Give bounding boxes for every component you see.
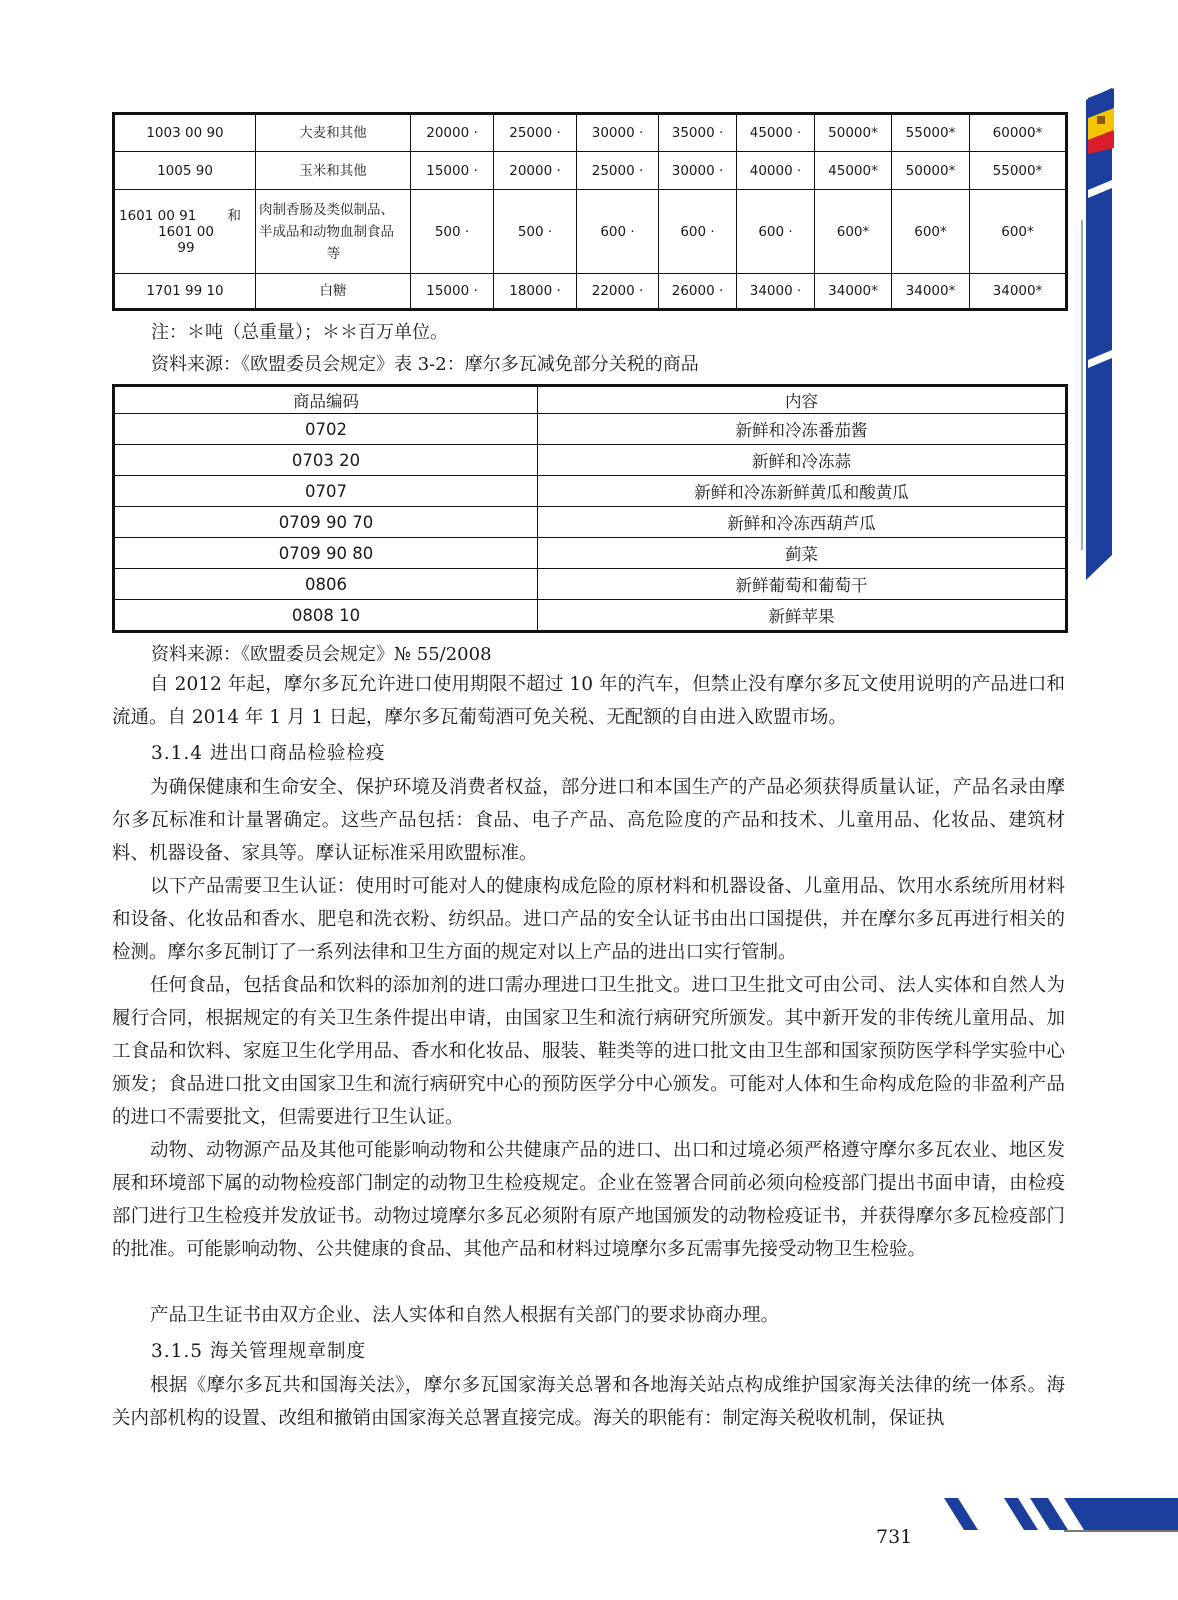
commodity-code: 1005 90: [114, 152, 256, 190]
paragraph: 为确保健康和生命安全、保护环境及消费者权益，部分进口和本国生产的产品必须获得质量认证，产品名录由摩尔多瓦标准和计量署确定。这些产品包括：食品、电子产品、高危险度的产品和技术、儿童用品、化妆品、建筑材料、机器设备、家具等。摩认证标准采用欧盟标准。: [112, 777, 1065, 864]
column-header: 内容: [538, 386, 1067, 414]
commodity-code-part: 99: [177, 239, 195, 256]
quota-value: 60000*: [970, 114, 1067, 152]
side-ribbon-decoration: [1078, 80, 1118, 590]
paragraph: 产品卫生证书由双方企业、法人实体和自然人根据有关部门的要求协商办理。: [150, 1305, 780, 1326]
section-heading: 3.1.5 海关管理规章制度: [151, 1341, 366, 1362]
quota-value: 600*: [892, 190, 970, 274]
quota-value: 34000*: [892, 274, 970, 310]
quota-value: 15000 ·: [411, 152, 494, 190]
quota-value: 600*: [815, 190, 892, 274]
table-row: [114, 476, 1067, 507]
moldova-flag-icon: [1086, 88, 1116, 154]
paragraph: 以下产品需要卫生认证：使用时可能对人的健康构成危险的原材料和机器设备、儿童用品、饮用水系统所用材料和设备、化妆品和香水、肥皂和洗衣粉、纺织品。进口产品的安全认证书由出口国提供，并在摩尔多瓦再进行相关的检测。摩尔多瓦制订了一系列法律和卫生方面的规定对以上产品的进出口实行管制。: [112, 876, 1065, 963]
quota-value: 500 ·: [411, 190, 494, 274]
commodity-code: 0808 10: [114, 600, 538, 632]
quota-value: 15000 ·: [411, 274, 494, 310]
commodity-name: [256, 190, 411, 274]
commodity-code: 0709 90 80: [114, 538, 538, 569]
commodity-content: 新鲜苹果: [538, 600, 1067, 632]
commodity-content: 新鲜葡萄和葡萄干: [538, 569, 1067, 600]
quota-value: 20000 ·: [411, 114, 494, 152]
commodity-content: 新鲜和冷冻蒜: [538, 445, 1067, 476]
commodity-code: 1003 00 90: [114, 114, 256, 152]
quota-value: 50000*: [815, 114, 892, 152]
tariff-quota-table: [112, 112, 1068, 311]
table-header-row: [114, 386, 1067, 414]
table-row: [114, 414, 1067, 445]
table-row: [114, 190, 1067, 274]
quota-value: 34000*: [815, 274, 892, 310]
quota-value: 25000 ·: [577, 152, 659, 190]
column-header: 商品编码: [114, 386, 538, 414]
table-note: 注：＊吨（总重量）；＊＊百万单位。: [151, 322, 448, 343]
quota-value: 50000*: [892, 152, 970, 190]
commodity-name: 白糖: [256, 274, 411, 310]
commodity-content: 新鲜和冷冻西葫芦瓜: [538, 507, 1067, 538]
quota-value: 55000*: [892, 114, 970, 152]
reduced-tariff-table: [112, 384, 1068, 633]
paragraph: 根据《摩尔多瓦共和国海关法》，摩尔多瓦国家海关总署和各地海关站点构成维护国家海关法律的统一体系。海关内部机构的设置、改组和撤销由国家海关总署直接完成。海关的职能有：制定海关税收机制，保证执: [112, 1375, 1065, 1429]
table-row: [114, 507, 1067, 538]
quota-value: 40000 ·: [737, 152, 815, 190]
quota-value: 45000 ·: [737, 114, 815, 152]
paragraph: 任何食品，包括食品和饮料的添加剂的进口需办理进口卫生批文。进口卫生批文可由公司、法人实体和自然人为履行合同，根据规定的有关卫生条件提出申请，由国家卫生和流行病研究所颁发。其中新开发的非传统儿童用品、加工食品和饮料、家庭卫生化学用品、香水和化妆品、服装、鞋类等的进口批文由卫生部和国家预防医学科学实验中心颁发；食品进口批文由国家卫生和流行病研究中心的预防医学分中心颁发。可能对人体和生命构成危险的非盈利产品的进口不需要批文，但需要进行卫生认证。: [112, 975, 1065, 1128]
commodity-code: [114, 190, 256, 274]
quota-value: 600 ·: [737, 190, 815, 274]
table-row: [114, 445, 1067, 476]
commodity-name-line: 肉制香肠及类似制品、: [259, 201, 394, 218]
quota-value: 600 ·: [659, 190, 737, 274]
commodity-code-connector: 和: [227, 207, 241, 224]
quota-value: 34000*: [970, 274, 1067, 310]
paragraph: 自 2012 年起，摩尔多瓦允许进口使用期限不超过 10 年的汽车，但禁止没有摩尔多瓦文使用说明的产品进口和流通。自 2014 年 1 月 1 日起，摩尔多瓦葡萄酒可免关税、无配额的自由进入欧盟市场。: [112, 674, 1065, 728]
commodity-code: 0806: [114, 569, 538, 600]
table-row: [114, 274, 1067, 310]
commodity-name-line: 等: [326, 245, 341, 262]
commodity-code: 0703 20: [114, 445, 538, 476]
commodity-name: 大麦和其他: [256, 114, 411, 152]
quota-value: 26000 ·: [659, 274, 737, 310]
commodity-code-part: 1601 00: [158, 223, 214, 240]
section-heading: 3.1.4 进出口商品检验检疫: [151, 743, 386, 764]
table-row: [114, 114, 1067, 152]
quota-value: 30000 ·: [659, 152, 737, 190]
quota-value: 600 ·: [577, 190, 659, 274]
paragraph: 动物、动物源产品及其他可能影响动物和公共健康产品的进口、出口和过境必须严格遵守摩尔多瓦农业、地区发展和环境部下属的动物检疫部门制定的动物卫生检疫规定。企业在签署合同前必须向检疫部门提出书面申请，由检疫部门进行卫生检疫并发放证书。动物过境摩尔多瓦必须附有原产地国颁发的动物检疫证书，并获得摩尔多瓦检疫部门的批准。可能影响动物、公共健康的食品、其他产品和材料过境摩尔多瓦需事先接受动物卫生检验。: [112, 1140, 1065, 1260]
table-row: [114, 538, 1067, 569]
commodity-content: 蓟菜: [538, 538, 1067, 569]
quota-value: 18000 ·: [494, 274, 577, 310]
commodity-code: 1701 99 10: [114, 274, 256, 310]
table-row: [114, 600, 1067, 632]
commodity-code: 0707: [114, 476, 538, 507]
commodity-content: 新鲜和冷冻番茄酱: [538, 414, 1067, 445]
quota-value: 45000*: [815, 152, 892, 190]
commodity-content: 新鲜和冷冻新鲜黄瓜和酸黄瓜: [538, 476, 1067, 507]
commodity-code: 0709 90 70: [114, 507, 538, 538]
table-source: 资料来源：《欧盟委员会规定》表 3-2：摩尔多瓦减免部分关税的商品: [151, 354, 699, 375]
quota-value: 20000 ·: [494, 152, 577, 190]
quota-value: 500 ·: [494, 190, 577, 274]
page-number: 731: [876, 1526, 913, 1548]
commodity-name: 玉米和其他: [256, 152, 411, 190]
table-row: [114, 569, 1067, 600]
table-source: 资料来源：《欧盟委员会规定》№ 55/2008: [151, 644, 492, 665]
commodity-name-line: 半成品和动物血制食品: [259, 223, 394, 240]
commodity-code: 0702: [114, 414, 538, 445]
quota-value: 22000 ·: [577, 274, 659, 310]
quota-value: 30000 ·: [577, 114, 659, 152]
quota-value: 25000 ·: [494, 114, 577, 152]
quota-value: 55000*: [970, 152, 1067, 190]
footer-stripes-decoration: [944, 1490, 1178, 1532]
quota-value: 35000 ·: [659, 114, 737, 152]
quota-value: 600*: [970, 190, 1067, 274]
quota-value: 34000 ·: [737, 274, 815, 310]
commodity-code-part: 1601 00 91: [119, 207, 197, 224]
table-row: [114, 152, 1067, 190]
